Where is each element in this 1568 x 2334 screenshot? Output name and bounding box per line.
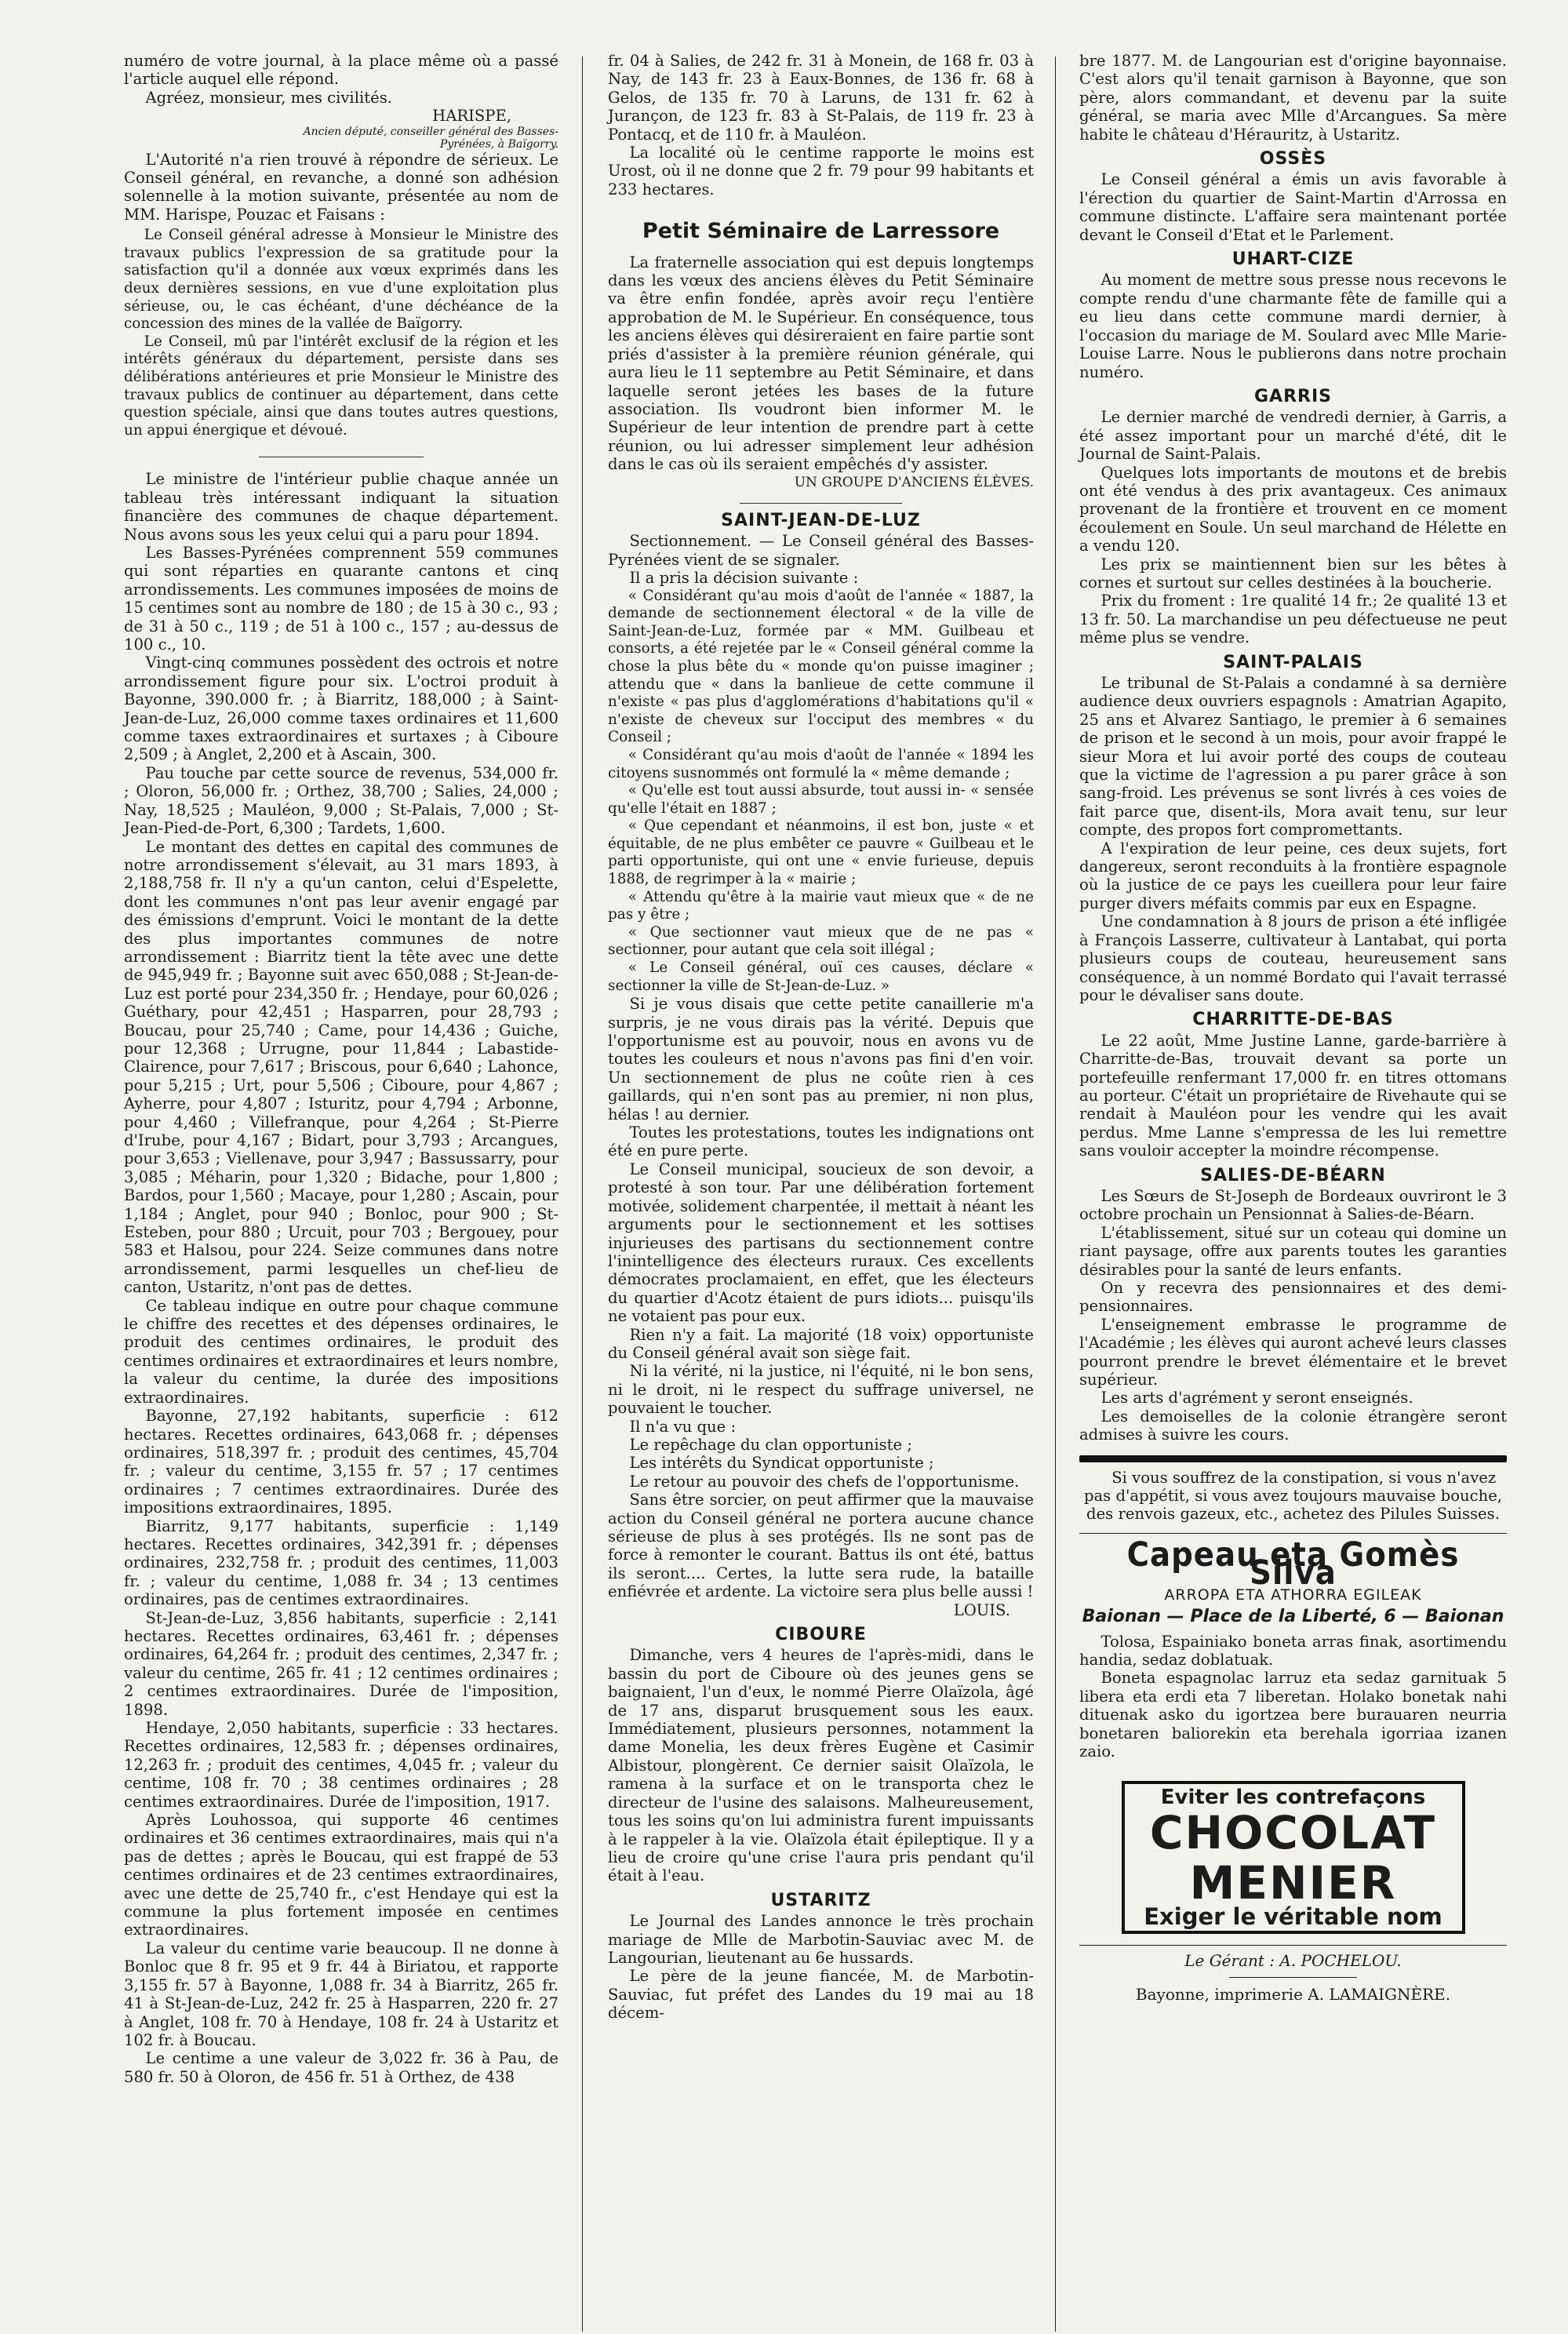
paragraph: Au moment de mettre sous presse nous recevons le compte rendu d'une charmante fête de famille qui a eu lieu dans cette commune mardi dernier, à l'occasion du mariage de M. Soulard avec Mlle Marie-Louise Larre. Nous le publierons dans notre prochain numéro. bbox=[1079, 271, 1507, 381]
paragraph: Le Journal des Landes annonce le très prochain mariage de Mlle de Marbotin-Sauviac avec M. de Langourian, lieutenant au 6e hussards. bbox=[608, 1912, 1034, 1967]
paragraph: Le Conseil général a émis un avis favorable à l'érection du quartier de Saint-Martin d'Arrossa en commune distincte. L'affaire sera maintenant portée devant le Conseil d'Etat et le Parlement. bbox=[1079, 170, 1507, 244]
letter-closing: Agréez, monsieur, mes civilités. bbox=[145, 88, 392, 107]
paragraph: Sectionnement. — Le Conseil général des Basses-Pyrénées vient de se signaler. bbox=[608, 532, 1034, 569]
signature: LOUIS. bbox=[953, 1600, 1010, 1619]
ad-divider bbox=[1079, 1533, 1507, 1534]
paragraph: Une condamnation à 8 jours de prison a été infligée à François Lasserre, cultivateur à Lantabat, qui porta plusieurs coups de couteau, heureusement sans conséquence, à un nommé Bordato qui l'avait terrassé pour le dévaliser sans doute. bbox=[1079, 912, 1507, 1004]
paragraph: St-Jean-de-Luz, 3,856 habitants, superficie : 2,141 hectares. Recettes ordinaires, 63,461 fr. ; dépenses ordinaires, 64,264 fr. ; produit des centimes, 2,347 fr. ; valeur du centime, 265 fr. 41 ; 12 centimes ordinaires ; 2 centimes extraordinaires. Durée de l'imposition, 1898. bbox=[124, 1608, 558, 1719]
paragraph: Les Sœurs de St-Joseph de Bordeaux ouvriront le 3 octobre prochain un Pensionnat à Salies-de-Béarn. bbox=[1079, 1186, 1507, 1224]
paragraph: Le montant des dettes en capital des communes de notre arrondissement s'élevait, au 31 mars 1893, à 2,188,758 fr. Il n'y a qu'un canton, celui d'Espelette, dont les communes n'ont pas leur avenir engagé par des émissions d'emprunt. Voici le montant de la dette des plus importantes communes de notre arrondissement : Biarritz tient la tête avec une dette de 945,949 fr. ; Bayonne suit avec 650,088 ; St-Jean-de-Luz est porté pour 234,350 fr. ; Hendaye, pour 60,026 ; Guéthary, pour 42,451 ; Hasparren, pour 28,793 ; Boucau, pour 25,740 ; Came, pour 14,436 ; Guiche, pour 12,368 ; Urrugne, pour 11,844 ; Labastide-Clairence, pour 7,617 ; Briscous, pour 6,640 ; Lahonce, pour 5,215 ; Urt, pour 5,506 ; Ciboure, pour 4,867 ; Ayherre, pour 4,807 ; Isturitz, pour 4,794 ; Arbonne, pour 4,460 ; Villefranque, pour 4,264 ; St-Pierre d'Irube, pour 4,167 ; Bidart, pour 3,793 ; Arcangues, pour 3,653 ; Viellenave, pour 3,947 ; Bassussarry, pour 3,085 ; Méharin, pour 1,320 ; Bidache, pour 1,800 ; Bardos, pour 1,560 ; Macaye, pour 1,280 ; Ascain, pour 1,184 ; Anglet, pour 940 ; Bonloc, pour 900 ; St-Esteben, pour 880 ; Urcuit, pour 703 ; Bergouey, pour 583 et Halsou, pour 224. Seize communes dans notre arrondissement, parmi lesquelles un chef-lieu de canton, Ustaritz, n'ont pas de dettes. bbox=[124, 837, 558, 1297]
separator bbox=[740, 503, 901, 504]
paragraph: Le 22 août, Mme Justine Lanne, garde-barrière à Charritte-de-Bas, trouvait devant sa porte un portefeuille renfermant 17,000 fr. en titres ottomans au porteur. C'était un propriétaire de Rivehaute qui se rendait à Mauléon pour les vendre qui les avait perdus. Mme Lanne s'empressa de les lui remettre sans vouloir accepter la moindre récompense. bbox=[1079, 1031, 1507, 1160]
paragraph: Sans être sorcier, on peut affirmer que la mauvaise action du Conseil général ne portera aucune chance sérieuse de plus à ses protégés. Ils ne sont pas de force à remonter le courant. Battus ils ont été, battus ils seront.... Certes, la lutte sera rude, la bataille enfiévrée et ardente. La victoire sera plus belle aussi ! bbox=[608, 1491, 1034, 1601]
paragraph: fr. 04 à Salies, de 242 fr. 31 à Monein, de 168 fr. 03 à Nay, de 143 fr. 23 à Eaux-Bonnes, de 136 fr. 68 à Gelos, de 135 fr. 70 à Laruns, de 131 fr. 62 à Jurançon, de 123 fr. 83 à St-Palais, de 119 fr. 23 à Pontacq, et de 110 fr. à Mauléon. bbox=[608, 52, 1034, 144]
ad-capeau-address: Baionan — Place de la Liberté, 6 — Baionan bbox=[1082, 1607, 1504, 1627]
paragraph: Vingt-cinq communes possèdent des octrois et notre arrondissement figure pour six. L'octroi produit à Bayonne, 390.000 fr. ; à Biarritz, 188,000 ; à Saint-Jean-de-Luz, 26,000 comme taxes ordinaires et 11,600 comme taxes extraordinaires et surtaxes ; à Ciboure 2,509 ; à Anglet, 2,200 et à Ascain, 300. bbox=[124, 654, 558, 764]
paragraph: Il n'a vu que : bbox=[629, 1417, 737, 1436]
paragraph: Les arts d'agrément y seront enseignés. bbox=[1101, 1389, 1413, 1407]
printer-line: Bayonne, imprimerie A. LAMAIGNÈRE. bbox=[1135, 1984, 1451, 2004]
section-heading-charritte: CHARRITTE-DE-BAS bbox=[1192, 1010, 1394, 1030]
paragraph: Pau touche par cette source de revenus, 534,000 fr. ; Oloron, 56,000 fr. ; Orthez, 38,700 ; Salies, 24,000 ; Nay, 18,525 ; Mauléon, 9,000 ; St-Palais, 7,000 ; St-Jean-Pied-de-Port, 6,300 ; Tardets, 1,600. bbox=[124, 763, 558, 838]
paragraph: Après Louhossoa, qui supporte 46 centimes ordinaires et 36 centimes extraordinaires, mais qui n'a pas de dettes ; après le Boucau, qui est frappé de 53 centimes ordinaires et de 23 centimes extraordinaires, avec une dette de 25,740 fr., c'est Hendaye qui est la commune la plus fortement imposée en centimes extraordinaires. bbox=[124, 1811, 558, 1939]
paragraph: Le repêchage du clan opportuniste ; bbox=[629, 1435, 912, 1454]
ad-chocolat-menier bbox=[1122, 1781, 1465, 1934]
paragraph: Dimanche, vers 4 heures de l'après-midi, dans le bassin du port de Ciboure où des jeunes gens se baignaient, l'un d'eux, le nommé Pierre Olaïzola, âgé de 17 ans, disparut brusquement sous les eaux. Immédiatement, plusieurs personnes, notamment la dame Monelia, les deux frères Eugène et Casimir Albistour, plongèrent. Ce dernier saisit Olaïzola, le ramena à la surface et on le transporta chez le directeur de l'usine des salaisons. Malheureusement, tous les soins qu'on lui administra furent impuissants à le rappeler à la vie. Olaïzola était épileptique. Il y a lieu de croire qu'une crise l'aura pris pendant qu'il était à l'eau. bbox=[608, 1646, 1034, 1885]
section-heading-seminaire: Petit Séminaire de Larressore bbox=[642, 219, 1000, 244]
ad-chocolat-brand: CHOCOLAT bbox=[1149, 1805, 1437, 1859]
section-heading-ciboure: CIBOURE bbox=[775, 1625, 867, 1645]
paragraph: On y recevra des pensionnaires et des demi-pensionnaires. bbox=[1079, 1279, 1507, 1316]
paragraph: Si je vous disais que cette petite canaillerie m'a surpris, je ne vous dirais pas la vérité. Depuis que l'opportunisme est au pouvoir, nous en avons vu de toutes les couleurs et nous n'avons pas fini d'en voir. Un sectionnement de plus ne coûte rien à ces gaillards, qui n'en sont pas au premier, ni non plus, hélas ! au dernier. bbox=[608, 995, 1034, 1123]
paragraph: A l'expiration de leur peine, ces deux sujets, fort dangereux, seront reconduits à la frontière espagnole où la justice de ce pays les cueillera pour leur faire purger divers méfaits commis par eux en Espagne. bbox=[1079, 839, 1507, 912]
paragraph: Le Conseil municipal, soucieux de son devoir, a protesté à son tour. Par une délibération fortement motivée, solidement charpentée, il mettait à néant les arguments pour le sectionnement et les sottises injurieuses des partisans du sectionnement contre l'inintelligence des électeurs ruraux. Ces excellents démocrates proclamaient, en effet, que les électeurs du quartier d'Acotz étaient de purs idiots... puisqu'ils ne votaient pas pour eux. bbox=[608, 1160, 1034, 1326]
footer-divider bbox=[1229, 1977, 1358, 1978]
paragraph: Prix du froment : 1re qualité 14 fr.; 2e qualité 13 et 13 fr. 50. La marchandise un peu défectueuse ne peut même plus se vendre. bbox=[1079, 592, 1507, 647]
paragraph: La fraternelle association qui est depuis longtemps dans les vœux des anciens élèves du Petit Séminaire va être enfin fondée, après avoir reçu l'entière approbation de M. le Supérieur. En conséquence, tous les anciens élèves qui désireraient en faire partie sont priés d'assister à la première réunion générale, qui aura lieu le 11 septembre au Petit Séminaire, et dans laquelle seront jetées les bases de la future association. Ils voudront bien informer M. le Supérieur de leur intention de prendre part à cette réunion, ou lui adresser simplement leur adhésion dans le cas où ils seraient empêchés d'y assister. bbox=[608, 253, 1034, 474]
column-rule-right bbox=[1055, 56, 1056, 2332]
paragraph: Rien n'y a fait. La majorité (18 voix) opportuniste du Conseil général avait son siège fait. bbox=[608, 1325, 1034, 1362]
column-2 bbox=[608, 52, 1034, 2023]
motion-text: Le Conseil général adresse à Monsieur le Ministre des travaux publics l'expression de sa gratitude pour la satisfaction qu'il a donnée aux vœux exprimés dans les deux dernières sessions, en vue d'une exploitation plus sérieuse, ou, le cas échéant, d'une déchéance de la concession des mines de la vallée de Baïgorry. bbox=[124, 227, 558, 333]
paragraph: Le père de la jeune fiancée, M. de Marbotin-Sauviac, fut préfet des Landes du 19 mai au 18 décem- bbox=[608, 1967, 1034, 2023]
signature-title: Ancien député, conseiller général des Basses-Pyrénées, à Baïgorry. bbox=[303, 125, 558, 151]
quote-text: « Attendu qu'être à la mairie vaut mieux que « de ne pas y être ; bbox=[608, 888, 1034, 923]
quote-text: « Que sectionner vaut mieux que de ne pas « sectionner, pour autant que cela soit illégal ; bbox=[608, 923, 1034, 959]
paragraph: Ce tableau indique en outre pour chaque commune le chiffre des recettes et des dépenses ordinaires, le produit des centimes ordinaires, le produit des centimes ordinaires et extraordinaires et leurs nombre, la valeur du centime, la durée des impositions extraordinaires. bbox=[124, 1296, 558, 1407]
ad-capeau-text: Boneta espagnolac larruz eta sedaz garnituak 5 libera eta erdi eta 7 liberetan. Holako bonetak nahi dituenak asko du igortzea bere burauaren neurria bonetaren baliorekin eta berehala igorriaa izanen zaio. bbox=[1079, 1669, 1507, 1761]
paragraph: La localité où le centime rapporte le moins est Urost, où il ne donne que 2 fr. 79 pour 99 habitants et 233 hectares. bbox=[608, 144, 1034, 198]
section-heading-osses: OSSÈS bbox=[1259, 149, 1327, 169]
paragraph: Les Basses-Pyrénées comprennent 559 communes qui sont réparties en quarante cantons et cinq arrondissements. Les communes imposées de moins de 15 centimes sont au nombre de 180 ; de 15 à 30 c., 93 ; de 31 à 50 c., 119 ; de 51 à 100 c., 157 ; au-dessus de 100 c., 10. bbox=[124, 544, 558, 654]
signature: UN GROUPE D'ANCIENS ÉLÈVES. bbox=[794, 474, 1034, 490]
quote-text: « Considérant qu'au mois d'août de l'année « 1887, la demande de sectionnement électoral « de la ville de Saint-Jean-de-Luz, formée par « MM. Guilbeau et consorts, a été rejetée par le « Conseil général comme la chose la plus bête du « monde qu'on puisse imaginer ; attendu que « dans la banlieue de cette commune il n'existe « pas plus d'agglomérations d'habitations qu'il « n'existe de cheveux sur l'occiput des membres « du Conseil ; bbox=[608, 587, 1034, 746]
paragraph: Biarritz, 9,177 habitants, superficie : 1,149 hectares. Recettes ordinaires, 342,391 fr. ; dépenses ordinaires, 232,758 fr. ; produit des centimes, 11,003 fr. ; valeur du centime, 1,088 fr. 34 ; 13 centimes ordinaires, pas de centimes extraordinaires. bbox=[124, 1517, 558, 1609]
ad-menier-brand: MENIER bbox=[1189, 1855, 1397, 1910]
section-heading-garris: GARRIS bbox=[1254, 386, 1332, 406]
ad-chocolat-line1: Eviter les contrefaçons bbox=[1160, 1786, 1426, 1810]
section-heading-salies: SALIES-DE-BÉARN bbox=[1200, 1165, 1386, 1185]
ad-capeau-text: Tolosa, Espainiako boneta arras finak, asortimendu handia, sedaz doblatuak. bbox=[1079, 1632, 1507, 1669]
motion-text: Le Conseil, mû par l'intérêt exclusif de la région et les intérêts généraux du département, persiste dans ses délibérations antérieures et prie Monsieur le Ministre des travaux publics de continuer au département, dans cette question spéciale, ainsi que dans toutes autres questions, un appui énergique et dévoué. bbox=[124, 333, 558, 439]
paragraph: Il a pris la décision suivante : bbox=[629, 569, 859, 588]
column-3 bbox=[1079, 52, 1507, 2004]
paragraph: Le ministre de l'intérieur publie chaque année un tableau très intéressant indiquant la situation financière des communes de chaque département. Nous avons sous les yeux celui qui a paru pour 1894. bbox=[124, 470, 558, 544]
ad-pilules-suisses: Si vous souffrez de la constipation, si vous n'avez pas d'appétit, si vous avez toujours mauvaise bouche, des renvois gazeux, etc., achetez des Pilules Suisses. bbox=[1083, 1468, 1503, 1524]
ad-capeau-subtitle: ARROPA ETA ATHORRA EGILEAK bbox=[1164, 1586, 1422, 1604]
section-heading-saint-palais: SAINT-PALAIS bbox=[1223, 652, 1363, 672]
signature-name: HARISPE, bbox=[432, 107, 511, 126]
quote-text: « Le Conseil général, ouï ces causes, déclare « sectionner la ville de St-Jean-de-Luz. » bbox=[608, 959, 1034, 994]
paragraph: bre 1877. M. de Langourian est d'origine bayonnaise. C'est alors qu'il tenait garnison à Bayonne, que son père, alors commandant, et devenu par la suite général, se maria avec Mlle d'Arcangues. Sa mère habite le château d'Hérauritz, à Ustaritz. bbox=[1079, 52, 1507, 144]
section-heading-sjdl: SAINT-JEAN-DE-LUZ bbox=[721, 510, 921, 530]
paragraph: L'établissement, situé sur un coteau qui domine un riant paysage, offre aux parents toutes les garanties désirables pour la santé de leurs enfants. bbox=[1079, 1223, 1507, 1279]
ad-capeau-title: Capeau eta Gomès Silva bbox=[1126, 1535, 1460, 1593]
paragraph: Ni la vérité, ni la justice, ni l'équité, ni le bon sens, ni le droit, ni le respect du suffrage universel, ne pouvaient le toucher. bbox=[608, 1362, 1034, 1418]
column-1 bbox=[124, 52, 558, 2086]
quote-text: « Que cependant et néanmoins, il est bon, juste « et équitable, de ne plus embêter ce pauvre « Guilbeau et le parti opportuniste, qui ont une « envie furieuse, depuis 1888, de regrimper à la « mairie ; bbox=[608, 817, 1034, 888]
paragraph: L'enseignement embrasse le programme de l'Académie ; les élèves qui auront achevé leurs classes pourront prendre le brevet élémentaire et le brevet supérieur. bbox=[1079, 1315, 1507, 1389]
column-rule-left bbox=[582, 56, 583, 2332]
paragraph: Le dernier marché de vendredi dernier, à Garris, a été assez important pour un marché d'été, dit le Journal de Saint-Palais. bbox=[1079, 408, 1507, 464]
paragraph: Les demoiselles de la colonie étrangère seront admises à suivre les cours. bbox=[1079, 1407, 1507, 1444]
paragraph: Bayonne, 27,192 habitants, superficie : 612 hectares. Recettes ordinaires, 643,068 fr. ; dépenses ordinaires, 518,397 fr. ; produit des centimes, 45,704 fr. ; valeur du centime, 3,155 fr. 57 ; 17 centimes ordinaires ; 7 centimes extraordinaires. Durée des impositions extraordinaires, 1895. bbox=[124, 1407, 558, 1517]
quote-text: « Qu'elle est tout aussi absurde, tout aussi in- « sensée qu'elle l'était en 1887 ; bbox=[608, 782, 1034, 817]
paragraph: Toutes les protestations, toutes les indignations ont été en pure perte. bbox=[608, 1123, 1034, 1160]
ad-chocolat-line3: Exiger le véritable nom bbox=[1144, 1903, 1442, 1930]
gerant-line: Le Gérant : A. POCHELOU. bbox=[1184, 1951, 1402, 1971]
paragraph: La valeur du centime varie beaucoup. Il ne donne à Bonloc que 8 fr. 95 et 9 fr. 44 à Biriatou, et rapporte 3,155 fr. 57 à Bayonne, 1,088 fr. 34 à Biarritz, 265 fr. 41 à St-Jean-de-Luz, 242 fr. 25 à Hasparren, 220 fr. 27 à Anglet, 108 fr. 70 à Hendaye, 108 fr. 24 à Ustaritz et 102 fr. à Boucau. bbox=[124, 1939, 558, 2049]
footer-divider bbox=[1079, 1945, 1507, 1946]
paragraph: Le centime a une valeur de 3,022 fr. 36 à Pau, de 580 fr. 50 à Oloron, de 456 fr. 51 à Orthez, de 438 bbox=[124, 2049, 558, 2086]
paragraph: Les prix se maintiennent bien sur les bêtes à cornes et surtout sur celles destinées à la boucherie. bbox=[1079, 555, 1507, 592]
paragraph: Les intérêts du Syndicat opportuniste ; bbox=[629, 1454, 934, 1473]
section-heading-uhart-cize: UHART-CIZE bbox=[1231, 249, 1355, 270]
ad-divider-bar bbox=[1079, 1455, 1507, 1462]
paragraph: Le tribunal de St-Palais a condamné à sa dernière audience deux ouvriers espagnols : Amatrian Agapito, 25 ans et Alvarez Santiago, le premier à 6 semaines de prison et le second à un mois, pour avoir frappé le sieur Mora et lui avoir porté des coups de couteau que la victime de l'agression a pu parer grâce à son sang-froid. Les prévenus se sont livrés à ces voies de fait parce que, disent-ils, Mora avait tenu, sur leur compte, des propos fort compromettants. bbox=[1079, 674, 1507, 839]
paragraph: L'Autorité n'a rien trouvé à répondre de sérieux. Le Conseil général, en revanche, a donné son adhésion solennelle à la motion suivante, présentée au nom de MM. Harispe, Pouzac et Faisans : bbox=[124, 150, 558, 224]
paragraph: Quelques lots importants de moutons et de brebis ont été vendus à des prix avantageux. Ces animaux provenant de la frontière et trouvent en ce moment écoulement en Soule. Un seul marchand de Hélette en a vendu 120. bbox=[1079, 463, 1507, 555]
quote-text: « Considérant qu'au mois d'août de l'année « 1894 les citoyens susnommés ont formulé la « même demande ; bbox=[608, 746, 1034, 781]
paragraph: Le retour au pouvoir des chefs de l'opportunisme. bbox=[629, 1472, 1020, 1491]
section-heading-ustaritz: USTARITZ bbox=[770, 1890, 871, 1910]
letter-end: numéro de votre journal, à la place même où a passé l'article auquel elle répond. bbox=[124, 52, 558, 89]
paragraph: Hendaye, 2,050 habitants, superficie : 33 hectares. Recettes ordinaires, 12,583 fr. ; dépenses ordinaires, 12,263 fr. ; produit des centimes, 4,045 fr. ; valeur du centime, 108 fr. 70 ; 38 centimes ordinaires ; 28 centimes extraordinaires. Durée de l'imposition, 1917. bbox=[124, 1719, 558, 1811]
